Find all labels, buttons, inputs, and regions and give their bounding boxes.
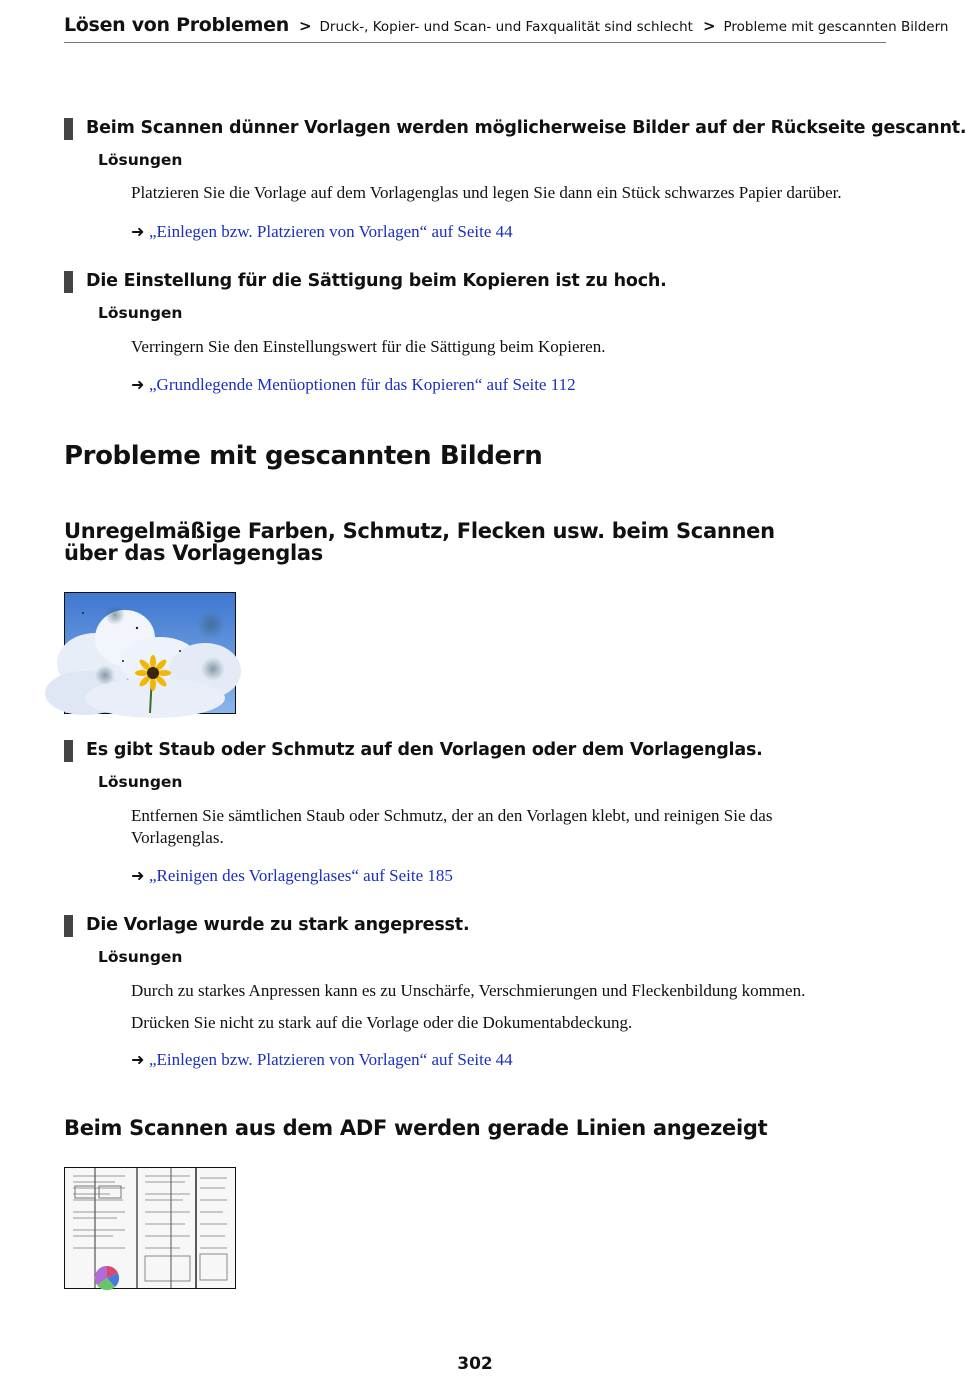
right-arrow-icon: ➜ [131, 1050, 145, 1069]
heading-marker [64, 271, 73, 293]
solutions-label: Lösungen [98, 151, 183, 169]
heading-marker [64, 740, 73, 762]
problem-title: Es gibt Staub oder Schmutz auf den Vorlagen oder dem Vorlagenglas. [86, 740, 763, 760]
solution-text: Platzieren Sie die Vorlage auf dem Vorlagenglas und legen Sie dann ein Stück schwarzes Papier darüber. [131, 183, 842, 202]
subsection-title: Beim Scannen aus dem ADF werden gerade Linien angezeigt [64, 1116, 768, 1140]
breadcrumb-separator: > [702, 17, 716, 35]
subsection-title: Unregelmäßige Farben, Schmutz, Flecken usw. beim Scannen über das Vorlagenglas [64, 519, 775, 565]
right-arrow-icon: ➜ [131, 222, 145, 241]
solution-text: Verringern Sie den Einstellungswert für die Sättigung beim Kopieren. [131, 337, 606, 356]
problem-title: Die Einstellung für die Sättigung beim Kopieren ist zu hoch. [86, 271, 667, 291]
solution-text: Entfernen Sie sämtlichen Staub oder Schmutz, der an den Vorlagen klebt, und reinigen Sie das Vorlagenglas. [131, 806, 773, 847]
link-text[interactable]: „Einlegen bzw. Platzieren von Vorlagen“ auf Seite 44 [149, 1050, 513, 1069]
link-text[interactable]: „Grundlegende Menüoptionen für das Kopieren“ auf Seite 112 [149, 375, 576, 394]
breadcrumb-item[interactable]: Druck-, Kopier- und Scan- und Faxqualität sind schlecht [319, 19, 693, 35]
cross-reference-link[interactable] [131, 866, 453, 886]
solutions-label: Lösungen [98, 773, 183, 791]
heading-marker [64, 915, 73, 937]
problem-title: Die Vorlage wurde zu stark angepresst. [86, 915, 470, 935]
cross-reference-link[interactable] [131, 222, 513, 242]
solutions-label: Lösungen [98, 948, 183, 966]
heading-marker [64, 118, 73, 140]
cross-reference-link[interactable] [131, 375, 576, 395]
breadcrumb-item-current: Probleme mit gescannten Bildern [723, 19, 949, 35]
right-arrow-icon: ➜ [131, 866, 145, 885]
section-title: Probleme mit gescannten Bildern [64, 441, 543, 471]
problem-title: Beim Scannen dünner Vorlagen werden möglicherweise Bilder auf der Rückseite gescannt. [86, 118, 966, 138]
sunflower-scan-illustration [64, 592, 236, 714]
solution-text: Drücken Sie nicht zu stark auf die Vorlage oder die Dokumentabdeckung. [131, 1013, 633, 1032]
cross-reference-link[interactable] [131, 1050, 513, 1070]
link-text[interactable]: „Reinigen des Vorlagenglases“ auf Seite 185 [149, 866, 453, 885]
solutions-label: Lösungen [98, 304, 183, 322]
breadcrumb-separator: > [298, 17, 312, 35]
right-arrow-icon: ➜ [131, 375, 145, 394]
solution-text: Durch zu starkes Anpressen kann es zu Unschärfe, Verschmierungen und Fleckenbildung kommen. [131, 981, 806, 1000]
chapter-title[interactable]: Lösen von Problemen [64, 14, 289, 36]
breadcrumb [64, 10, 949, 43]
adf-lines-scan-illustration [64, 1167, 236, 1289]
link-text[interactable]: „Einlegen bzw. Platzieren von Vorlagen“ auf Seite 44 [149, 222, 513, 241]
page-number: 302 [457, 1354, 493, 1374]
